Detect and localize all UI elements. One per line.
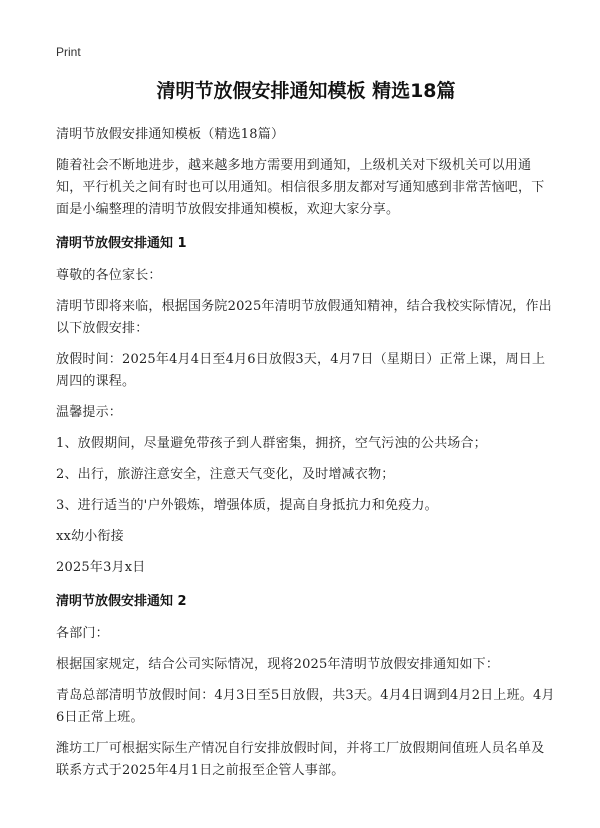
- section-2-paragraph-3: 潍坊工厂可根据实际生产情况自行安排放假时间，并将工厂放假期间值班人员名单及联系方式于2025年4月1日之前报至企管人事部。: [56, 741, 545, 778]
- section-2-salutation: 各部门：: [56, 626, 109, 641]
- section-2-heading: 清明节放假安排通知 2: [56, 594, 187, 609]
- page-title: 清明节放假安排通知模板 精选18篇: [156, 80, 456, 102]
- subtitle-paragraph: 清明节放假安排通知模板（精选18篇）: [56, 127, 285, 142]
- section-1-heading: 清明节放假安排通知 1: [56, 236, 187, 251]
- intro-paragraph: 随着社会不断地进步，越来越多地方需要用到通知，上级机关对下级机关可以用通知，平行机关之间有时也可以用通知。相信很多朋友都对写通知感到非常苦恼吧，下面是小编整理的清明节放假安排通知模板，欢迎大家分享。: [56, 158, 545, 217]
- section-2-paragraph-1: 根据国家规定，结合公司实际情况，现将2025年清明节放假安排通知如下：: [56, 657, 500, 672]
- section-1-tip-2: 2、出行，旅游注意安全，注意天气变化，及时增减衣物；: [56, 467, 395, 482]
- section-1-paragraph-2: 放假时间：2025年4月4日至4月6日放假3天，4月7日（星期日）正常上课，周日上周四的课程。: [56, 352, 546, 389]
- section-1-salutation: 尊敬的各位家长：: [56, 268, 162, 283]
- section-1-paragraph-3: 温馨提示：: [56, 405, 123, 420]
- section-1-signer: xx幼小衔接: [56, 529, 124, 544]
- section-1-tip-3: 3、进行适当的'户外锻炼，增强体质，提高自身抵抗力和免疫力。: [56, 498, 438, 513]
- section-1-paragraph-1: 清明节即将来临，根据国务院2025年清明节放假通知精神，结合我校实际情况，作出以下放假安排：: [56, 299, 552, 336]
- print-link[interactable]: Print: [56, 45, 81, 59]
- section-1-tip-1: 1、放假期间，尽量避免带孩子到人群密集，拥挤，空气污浊的公共场合；: [56, 436, 487, 451]
- section-1-date: 2025年3月x日: [56, 560, 146, 575]
- section-2-paragraph-2: 青岛总部清明节放假时间：4月3日至5日放假，共3天。4月4日调到4月2日上班。4月6日正常上班。: [56, 688, 555, 725]
